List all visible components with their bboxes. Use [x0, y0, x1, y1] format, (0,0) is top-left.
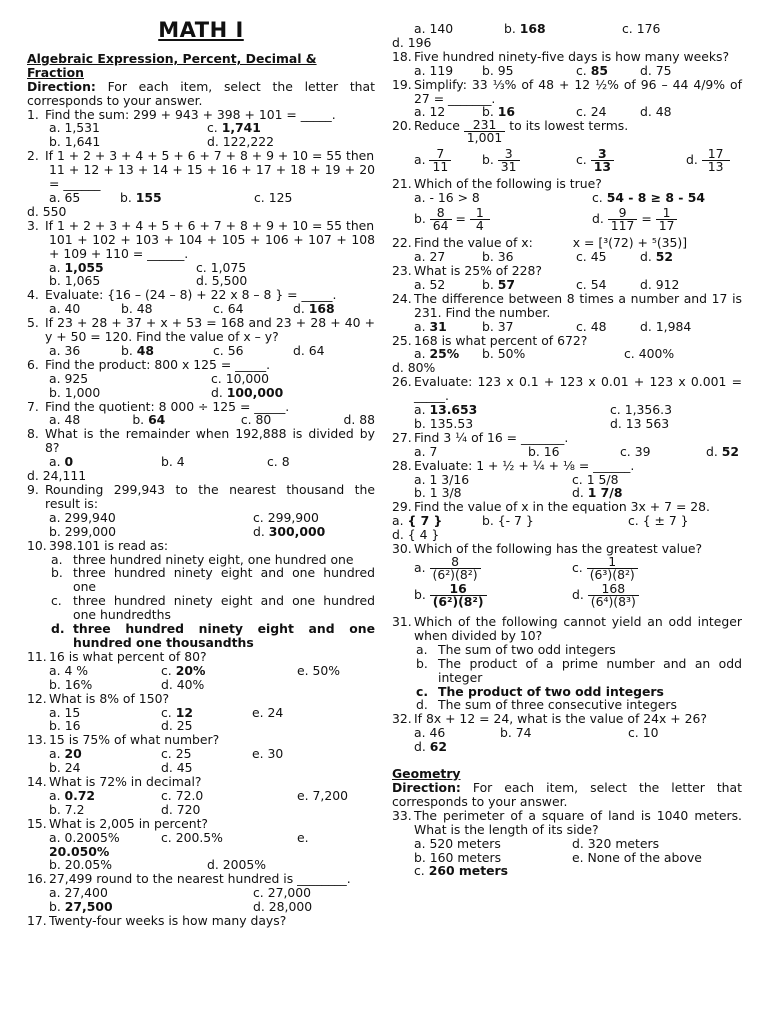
fraction: $\frac{16}{\text{(6²)(8²)}}$: [430, 583, 487, 608]
options-row: a. 25% b. 50% c. 400%: [414, 346, 675, 362]
option-d: d. The sum of three consecutive integers: [416, 697, 677, 713]
options-row: a. $\frac{8}{\text{(6²)(8²)}}$ c. $\frac{1}{\text{(6³)(8²)}}$: [392, 556, 742, 581]
options-row: b. 27,500 d. 28,000: [49, 899, 313, 915]
question-19: 19. Simplify: 33 ⅓% of 48 + 12 ½% of 96 – 44 4/9% of 27 = _______.: [392, 76, 742, 106]
options-row: a. { 7 } b. {- 7 } c. { ± 7 }: [392, 513, 689, 529]
options-row: b. 160 meters e. None of the above: [414, 849, 702, 865]
options-row: a. - 16 > 8 c. 54 - 8 ≥ 8 - 54: [414, 190, 705, 206]
question-2: 2. If 1 + 2 + 3 + 4 + 5 + 6 + 7 + 8 + 9 + 10 = 55 then: [27, 148, 375, 164]
question-24: 24. The difference between 8 times a number and 17 is 231. Find the number.: [392, 290, 742, 320]
options-row: b. 1,641 d. 122,222: [49, 134, 274, 150]
question-5: 5. If 23 + 28 + 37 + x + 53 = 168 and 23 + 28 + 40 + y + 50 = 120. Find the value of x – y?: [27, 315, 375, 345]
question-3-continued: 101 + 102 + 103 + 104 + 105 + 106 + 107 + 108 + 109 + 110 = ______.: [49, 231, 375, 261]
options-row: a. 0.72 c. 72.0 e. 7,200: [49, 787, 348, 803]
options-row: d. 24,111: [27, 468, 87, 484]
question-9: 9. Rounding 299,943 to the nearest thousand the result is:: [27, 482, 375, 511]
options-row: b. 1 3/8 d. 1 7/8: [414, 485, 623, 501]
left-column: [27, 0, 375, 928]
options-row: a. 46 b. 74 c. 10: [414, 725, 659, 741]
fraction: $\frac{17}{13}$: [702, 148, 730, 173]
options-row: a. 1,055 c. 1,075: [49, 259, 247, 275]
question-2-continued: 11 + 12 + 13 + 14 + 15 + 16 + 17 + 18 + 19 + 20 = ______: [49, 162, 375, 192]
question-11: 11. 16 is what percent of 80?: [27, 648, 207, 664]
options-row: a. 65 b. 155 c. 125: [49, 189, 293, 205]
question-8: 8. What is the remainder when 192,888 is divided by 8?: [27, 426, 375, 456]
options-row: b. 16 d. 25: [49, 718, 193, 734]
section-heading-geometry: Geometry: [392, 766, 461, 782]
options-row: d. { 4 }: [392, 527, 440, 543]
question-14: 14. What is 72% in decimal?: [27, 774, 202, 790]
options-row: b. 16% d. 40%: [49, 676, 205, 692]
option-c: c. The product of two odd integers: [416, 683, 664, 699]
question-15: 15. What is 2,005 in percent?: [27, 815, 209, 831]
options-row: a. 520 meters d. 320 meters: [414, 835, 660, 851]
question-25: 25. 168 is what percent of 672?: [392, 332, 588, 348]
fraction: $\frac{231}{1,001}$: [464, 119, 505, 144]
options-row: a. $\frac{7}{11}$ b. $\frac{3}{31}$ c. $\frac{3}{13}$ d. $\frac{17}{13}$: [392, 148, 742, 173]
options-row: a. 0 b. 4 c. 8: [49, 454, 290, 470]
question-10: 10. 398.101 is read as:: [27, 537, 169, 553]
question-20: 20. Reduce $\frac{231}{1,001}$ to its lowest terms.: [392, 117, 629, 146]
question-27: 27. Find 3 ¼ of 16 = _______.: [392, 429, 569, 445]
question-28: 28. Evaluate: 1 + ½ + ¼ + ⅛ = ______.: [392, 457, 635, 473]
options-row: c. 260 meters: [414, 863, 509, 879]
options-row: a. 36 b. 48 c. 56 d. 64: [49, 342, 325, 358]
options-row: a. 140 b. 168 c. 176: [414, 21, 661, 36]
question-31: 31. Which of the following cannot yield an odd integer when divided by 10?: [392, 614, 742, 643]
options-row: d. 62: [414, 739, 447, 755]
options-row: a. 20 c. 25 e. 30: [49, 746, 284, 762]
fraction: $\frac{168}{\text{(6⁴)(8³)}}$: [588, 583, 639, 608]
question-6: 6. Find the product: 800 x 125 = _____.: [27, 356, 271, 372]
section-heading-algebra: Algebraic Expression, Percent, Decimal & Fraction: [27, 50, 317, 80]
question-12: 12. What is 8% of 150?: [27, 690, 170, 706]
question-17: 17. Twenty-four weeks is how many days?: [27, 913, 287, 929]
options-row: b. $\frac{16}{\text{(6²)(8²)}}$ d. $\frac{168}{\text{(6⁴)(8³)}}$: [392, 583, 742, 608]
options-row: b. 1,065 d. 5,500: [49, 273, 248, 289]
options-row: a. 7 b. 16 c. 39 d. 52: [414, 443, 739, 459]
question-22: 22. Find the value of x: x = [³(72) + ⁵(35)]: [392, 235, 688, 251]
question-1: 1. Find the sum: 299 + 943 + 398 + 101 = _____.: [27, 106, 336, 122]
options-row: a. 4 % c. 20% e. 50%: [49, 662, 341, 678]
options-row: a. 13.653 c. 1,356.3: [414, 402, 672, 418]
question-32: 32. If 8x + 12 = 24, what is the value of 24x + 26?: [392, 711, 707, 727]
options-row: a. 299,940 c. 299,900: [49, 509, 319, 525]
options-row: a. 31 b. 37 c. 48 d. 1,984: [414, 318, 692, 334]
options-row: b. 1,000 d. 100,000: [49, 384, 284, 400]
options-row: d. 80%: [392, 360, 436, 376]
fraction: $\frac{8}{\text{(6²)(8²)}}$: [430, 556, 481, 581]
options-row: a. 40 b. 48 c. 64 d. 168: [49, 301, 335, 317]
page-title: MATH I: [158, 18, 244, 42]
options-row: a. 1,531 c. 1,741: [49, 120, 261, 136]
question-30: 30. Which of the following has the greatest value?: [392, 541, 703, 557]
question-4: 4. Evaluate: {16 – (24 – 8) + 22 x 8 – 8 } = _____.: [27, 287, 337, 303]
options-row: a. 0.2005% c. 200.5% e.: [49, 829, 309, 845]
fraction: $\frac{1}{\text{(6³)(8²)}}$: [587, 556, 638, 581]
question-7: 7. Find the quotient: 8 000 ÷ 125 = _____.: [27, 398, 290, 414]
options-row: 20.050%: [49, 843, 110, 859]
fraction: $\frac{3}{13}$: [591, 148, 614, 173]
question-3: 3. If 1 + 2 + 3 + 4 + 5 + 6 + 7 + 8 + 9 + 10 = 55 then: [27, 217, 375, 233]
options-row: a. 27 b. 36 c. 45 d. 52: [414, 249, 673, 265]
fraction: $\frac{9}{117}$: [608, 207, 638, 232]
options-row: b. 299,000 d. 300,000: [49, 523, 326, 539]
option-b: b. The product of a prime number and an odd integer: [416, 655, 742, 685]
section-direction: Direction: For each item, select the letter that corresponds to your answer.: [27, 78, 375, 108]
options-row: b. 20.05% d. 2005%: [49, 857, 267, 873]
fraction: $\frac{1}{4}$: [470, 207, 490, 232]
question-13: 13. 15 is 75% of what number?: [27, 732, 220, 748]
options-row: a. 12 b. 16 c. 24 d. 48: [414, 104, 672, 120]
fraction: $\frac{8}{64}$: [430, 207, 452, 232]
question-21: 21. Which of the following is true?: [392, 176, 602, 192]
right-column: [392, 22, 742, 878]
options-row: a. 1 3/16 c. 1 5/8: [414, 471, 619, 487]
options-row: a. 52 b. 57 c. 54 d. 912: [414, 276, 680, 292]
option-a: a. The sum of two odd integers: [416, 641, 616, 657]
section-direction: Direction: For each item, select the letter that corresponds to your answer.: [392, 779, 742, 809]
options-row: a. 925 c. 10,000: [49, 370, 270, 386]
options-row: a. 119 b. 95 c. 85 d. 75: [414, 62, 672, 78]
question-16: 16. 27,499 round to the nearest hundred is ________.: [27, 871, 351, 887]
question-33: 33. The perimeter of a square of land is 1040 meters. What is the length of its side?: [392, 807, 742, 837]
options-row: d. 550: [27, 203, 67, 219]
option-c: c. three hundred ninety eight and one hundred one hundredths: [51, 593, 375, 623]
question-26: 26. Evaluate: 123 x 0.1 + 123 x 0.01 + 123 x 0.001 = _____.: [392, 374, 742, 404]
fraction: $\frac{1}{17}$: [656, 207, 678, 232]
fraction: $\frac{3}{31}$: [498, 148, 520, 173]
option-b: b. three hundred ninety eight and one hundred one: [51, 565, 375, 595]
question-29: 29. Find the value of x in the equation 3x + 7 = 28.: [392, 499, 710, 515]
options-row: b. 24 d. 45: [49, 760, 193, 776]
question-23: 23. What is 25% of 228?: [392, 262, 542, 278]
options-row: d. 196: [392, 34, 432, 50]
options-row: b. $\frac{8}{64}$ = $\frac{1}{4}$ d. $\frac{9}{117}$ = $\frac{1}{17}$: [392, 207, 742, 232]
fraction: $\frac{7}{11}$: [429, 148, 451, 173]
question-18: 18. Five hundred ninety-five days is how many weeks?: [392, 48, 730, 64]
options-row: a. 27,400 c. 27,000: [49, 885, 312, 901]
options-row: b. 7.2 d. 720: [49, 801, 201, 817]
options-row: b. 135.53 d. 13 563: [414, 415, 670, 431]
options-row: a. 15 c. 12 e. 24: [49, 704, 284, 720]
option-a: a. three hundred ninety eight, one hundred one: [51, 551, 354, 567]
option-d: d. three hundred ninety eight and one hundred one thousandths: [51, 621, 375, 650]
options-row: a. 48 b. 64 c. 80 d. 88: [49, 412, 376, 428]
